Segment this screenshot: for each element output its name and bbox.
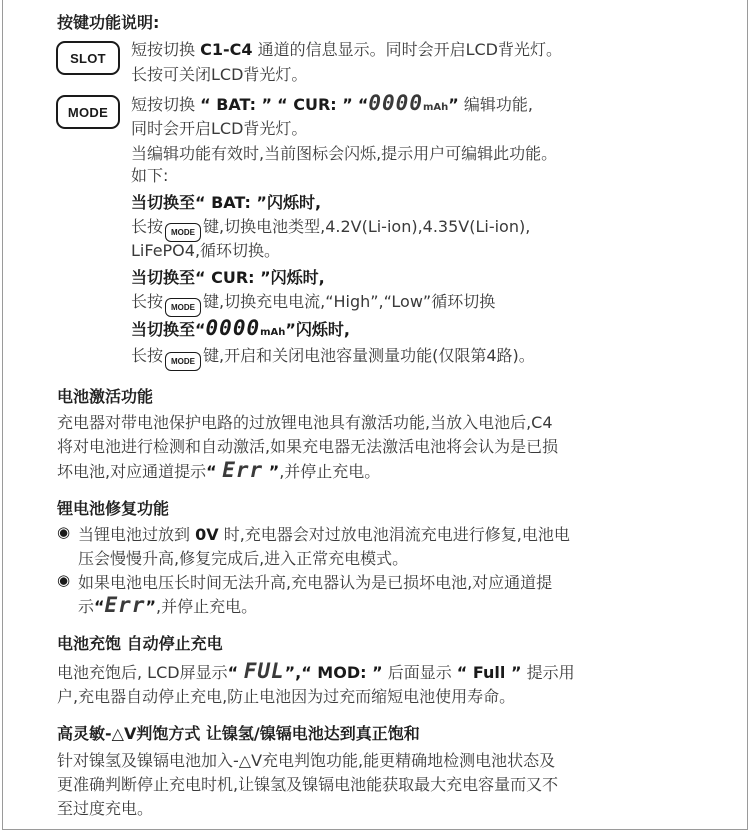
buttons-heading: 按键功能说明: — [57, 13, 160, 32]
mode-key-small-icon: MODE — [165, 298, 201, 317]
dv-heading: 高灵敏-△V判饱方式 让镍氢/镍镉电池达到真正饱和 — [57, 724, 420, 743]
repair-item1-line1: 当锂电池过放到 0V 时,充电器会对过放电池涓流充电进行修复,电池电 — [78, 525, 570, 544]
cap-heading: 当切换至“0000mAh”闪烁时, — [131, 316, 350, 340]
slot-key-icon: SLOT — [56, 41, 120, 75]
full-line2: 户,充电器自动停止充电,防止电池因为过充而缩短电池使用寿命。 — [57, 687, 516, 706]
bat-line2: LiFePO4,循环切换。 — [131, 241, 281, 260]
err-lcd: Err — [104, 593, 146, 617]
mode-desc-line1: 短按切换 “ BAT: ” “ CUR: ” “0000mAh” 编辑功能, — [131, 91, 533, 115]
bat-heading: 当切换至“ BAT: ”闪烁时, — [131, 193, 322, 212]
bullet-icon: ◉ — [57, 523, 71, 541]
mode-key-small-icon: MODE — [165, 352, 201, 371]
mode-key-icon: MODE — [56, 95, 120, 129]
mode-desc-line4: 如下: — [131, 166, 169, 185]
activate-line3: 坏电池,对应通道提示“ Err ”,并停止充电。 — [57, 458, 381, 482]
mode-desc-line2: 同时会开启LCD背光灯。 — [131, 119, 308, 138]
mode-desc-line3: 当编辑功能有效时,当前图标会闪烁,提示用户可编辑此功能。 — [131, 144, 558, 163]
activate-line1: 充电器对带电池保护电路的过放锂电池具有激活功能,当放入电池后,C4 — [57, 413, 553, 432]
activate-line2: 将对电池进行检测和自动激活,如果充电器无法激活电池将会认为是已损 — [57, 437, 559, 456]
repair-item2-line1: 如果电池电压长时间无法升高,充电器认为是已损坏电池,对应通道提 — [78, 573, 553, 592]
repair-heading: 锂电池修复功能 — [57, 499, 170, 518]
bat-line1: 长按 MODE 键,切换电池类型,4.2V(Li-ion),4.35V(Li-ion), — [131, 214, 530, 242]
err-lcd: Err — [222, 458, 264, 482]
ful-lcd: FUL — [243, 659, 285, 683]
mode-key-small-icon: MODE — [165, 223, 201, 242]
dv-line1: 针对镍氢及镍镉电池加入-△V充电判饱功能,能更精确地检测电池状态及 — [57, 751, 556, 770]
dv-line3: 至过度充电。 — [57, 799, 154, 818]
cur-line: 长按 MODE 键,切换充电电流,“High”,“Low”循环切换 — [131, 289, 495, 317]
cur-heading: 当切换至“ CUR: ”闪烁时, — [131, 268, 325, 287]
dv-line2: 更准确判断停止充电时机,让镍氢及镍镉电池能获取最大充电容量而又不 — [57, 775, 559, 794]
full-line1: 电池充饱后, LCD屏显示“ FUL”,“ MOD: ” 后面显示 “ Full ” 提示用 — [57, 659, 575, 683]
repair-item1-line2: 压会慢慢升高,修复完成后,进入正常充电模式。 — [78, 549, 409, 568]
bullet-icon: ◉ — [57, 571, 71, 589]
cap-line: 长按 MODE 键,开启和关闭电池容量测量功能(仅限第4路)。 — [131, 343, 535, 371]
repair-item2-line2: 示“Err”,并停止充电。 — [78, 593, 258, 617]
slot-desc-line2: 长按可关闭LCD背光灯。 — [131, 65, 308, 84]
full-heading: 电池充饱 自动停止充电 — [57, 634, 223, 653]
slot-desc-line1: 短按切换 C1-C4 通道的信息显示。同时会开启LCD背光灯。 — [131, 40, 562, 59]
activate-heading: 电池激活功能 — [57, 387, 154, 406]
